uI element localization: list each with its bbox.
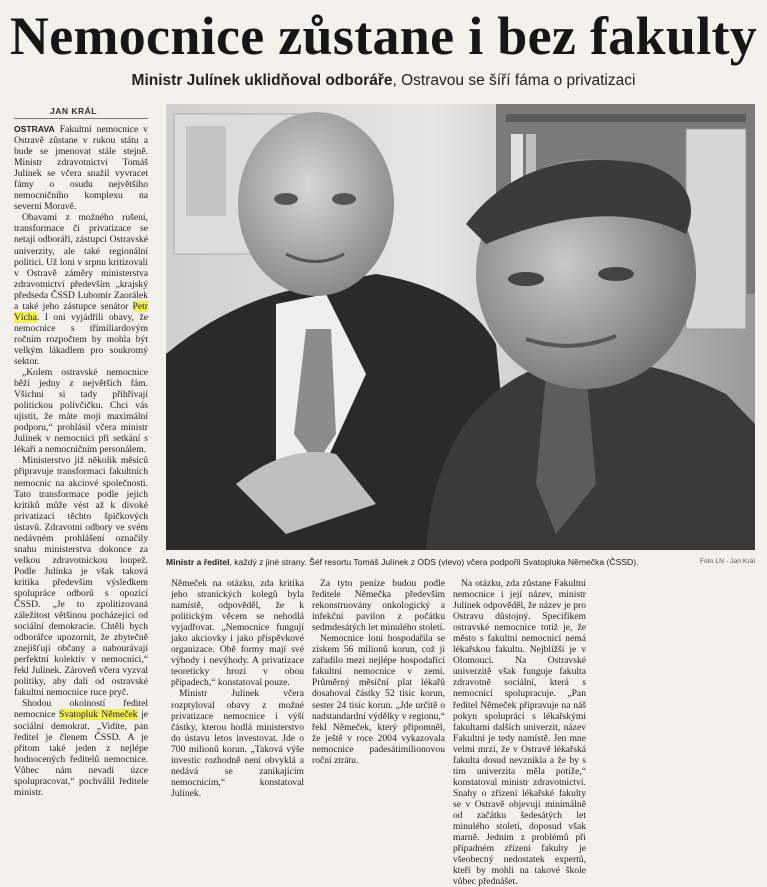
photo-illustration (166, 104, 755, 550)
article-photo (166, 104, 755, 550)
subheadline-rest: , Ostravou se šíří fáma o privatizaci (392, 72, 636, 89)
paragraph-2-text-b: . I oni vyjádřili obavy, že nemocnice s třímiliardovým ročním rozpočtem by mohla být velkým lákadlem pro soukromý sektor. (14, 311, 148, 367)
headline: Nemocnice zůstane i bez fakulty (9, 6, 758, 66)
photo-caption (166, 555, 755, 569)
paragraph-5-text-a: Shodou okolností ředitel nemocnice (14, 698, 148, 721)
article-column-3 (312, 578, 445, 766)
paragraph-1 (14, 124, 148, 212)
article-column-1 (14, 124, 148, 798)
paragraph-10: Na otázku, zda zůstane Fakultní nemocnice i její název, ministr Julínek odpověděl, že název je pro Ostravu důstojný. Specifikem ostravské nemocnice totiž je, že město s fakultní nemocnicí nemá lékařskou fakultu. Nejbližší je v Olomouci. Na Ostravské univerzitě však funguje fakulta zdravotně sociální, která s nemocnicí spolupracuje. „Pan ředitel Němeček připravuje na náš pokyn spolupráci s lékařskými fakultami dalších univerzit, název Fakultní je tedy namístě. Jen mne velmi mrzí, že v Ostravě lékařská fakulta dosud nevznikla a že by s tím univerzita měla potíže,“ konstatoval ministr zdravotnictví. Snahy o zřízení lékařské fakulty se v Ostravě objevují minimálně od začátku šedesátých let minulého století, doposud však marně. Jedním z problémů při případném zřízení fakulty je všeobecný nedostatek expertů, kteří by mohli na takové škole vůbec přednášet. (453, 578, 586, 887)
paragraph-6: Němeček na otázku, zda kritika jeho stranických kolegů byla namístě, odpověděl, že k politickým věcem se nehodlá vyjadřovat. „Nemocnice fungují jako akciovky i jako příspěvkové organizace. Obě formy mají své výhody i nevýhody. A privatizace teoreticky hrozí v obou případech,“ konstatoval pouze. (171, 578, 304, 689)
caption-bold: Ministr a ředitel (166, 557, 230, 567)
highlighted-name-nemecek: Svatopluk Němeček (59, 709, 138, 721)
paragraph-8: Za tyto peníze budou podle ředitele Němečka především rekonstruovány onkologický a infekční pavilon z počátku sedmdesátých let minulého století. (312, 578, 445, 634)
paragraph-2 (14, 212, 148, 367)
subheadline-bold: Ministr Julínek uklidňoval odboráře (131, 72, 393, 89)
paragraph-5 (14, 698, 148, 797)
highlighted-name-vicha: Petr Vícha (14, 300, 148, 323)
subheadline (0, 68, 767, 94)
author-byline: JAN KRÁL (50, 106, 97, 116)
paragraph-3: „Kolem ostravské nemocnice běží jedny z největších fám. Všichni si tady přihřívají politickou polívčičku. Chci vás ujistit, že máte moji maximální podporu,“ prohlásil včera ministr Julínek v nemocnici při setkání s lékaři a nemocničním personálem. (14, 367, 148, 456)
paragraph-2-text-a: Obavami z možného rušení, transformace či privatizace se netají odboráři, zástupci Ostravské univerzity, ale také regionální politici. Už loni v srpnu kritizovali v Ostravě záměry ministerstva zdravotnictví především „krajský předseda ČSSD Lubomír Zaorálek a také jeho zástupce senátor (14, 212, 148, 312)
byline-rule (14, 118, 148, 119)
caption-rest: , každý z jiné strany. Šéf resortu Tomáš Julínek z ODS (vlevo) včera podpořil Svatopluka Němečka (ČSSD). (229, 557, 639, 567)
paragraph-9: Nemocnice loni hospodařila se ziskem 56 milionů korun, což ji zařadilo mezi nejlépe hospodařící fakultní nemocnice v zemi. Průměrný měsíční plat lékařů dosahoval částky 52 tisíc korun, sester 24 tisíc korun. „Jde určitě o nadstandardní výdělky v regionu,“ řekl Němeček, který připomněl, že ještě v roce 2004 vykazovala nemocnice padesátimilionovou roční ztrátu. (312, 633, 445, 766)
article-column-4 (453, 578, 586, 887)
paragraph-5-text-b: je sociální demokrat. „Vidíte, pan ředitel je členem ČSSD. A je přitom také jeden z nejlépe hodnocených ředitelů nemocnice. Vůbec nám nevadí úzce spolupracovat,“ pochválil ředitele ministr. (14, 709, 148, 798)
dateline: OSTRAVA (14, 124, 55, 134)
article-column-5 (594, 578, 760, 750)
paragraph-7: Ministr Julínek včera rozptyloval obavy z možné privatizace nemocnice i výší částky, kterou hodlá ministerstvo do ústavu letos investovat. Jde o 700 milionů korun. „Taková výše investic rozhodně není obvyklá a nedává se zanikajícím nemocnicím,“ konstatoval Julínek. (171, 688, 304, 799)
paragraph-1-text: Fakultní nemocnice v Ostravě zůstane v rukou státu a bude se jmenovat stále stejně. Ministr zdravotnictví Tomáš Julínek se včera snažil vyvracet fámy o osudu největšího nemocničního komplexu na severní Moravě. (14, 124, 148, 213)
article-column-2 (171, 578, 304, 799)
photo-credit: Foto LN - Jan Král (696, 555, 755, 569)
paragraph-4: Ministerstvo již několik měsíců připravuje transformaci fakultních nemocnic na akciové společnosti. Tato transformace podle jejich kritiků může vést až k divoké privatizaci těchto špičkových ústavů. Zdravotní odbory ve svém nedávném prohlášení označily snahu ministerstva dokonce za velkou zdravotnickou loupež. Podle Julínka je však taková kritika především výsledkem spolupráce odborů s opozicí ČSSD. „Je to zpolitizovaná záležitost většinou pocházející od sociální demokracie. Chtěli bych odborářce upozornit, že zbytečně znejišťují občany a nabourávají perfektní kolektiv v nemocnici,“ řekl Julínek. Zároveň včera vyzval politiky, aby dali od ostravské fakultní nemocnice ruce pryč. (14, 455, 148, 699)
